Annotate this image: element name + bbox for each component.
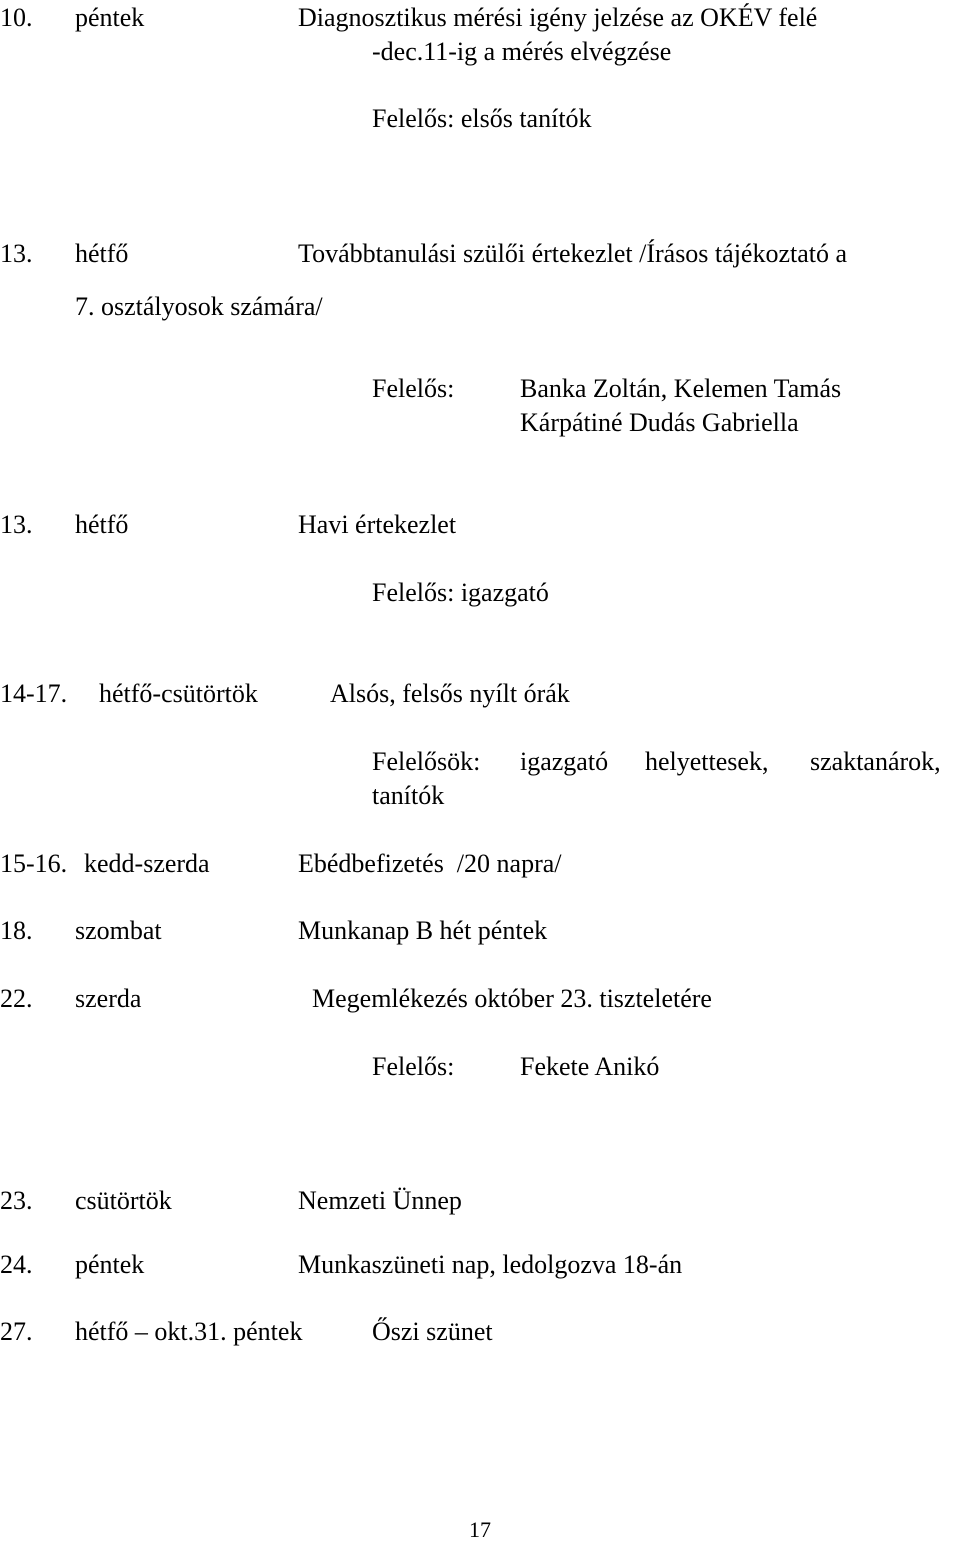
entry-day: 14-17.	[0, 679, 68, 708]
entry-day: 18.	[0, 916, 33, 945]
entry-event: Diagnosztikus mérési igény jelzése az OKÉV felé	[298, 3, 818, 32]
entry-event: Ebédbefizetés /20 napra/	[298, 849, 562, 878]
entry-event: Munkaszüneti nap, ledolgozva 18-án	[298, 1250, 683, 1279]
entry-day: 13.	[0, 239, 33, 268]
entry-day: 24.	[0, 1250, 33, 1279]
entry-day: 10.	[0, 3, 33, 32]
entry-day: 13.	[0, 510, 33, 539]
entry-weekday: péntek	[75, 3, 145, 32]
entry-responsible-name: Banka Zoltán, Kelemen Tamás	[520, 374, 842, 403]
entry-event: Havi értekezlet	[298, 510, 457, 539]
entry-event-continuation: 7. osztályosok számára/	[75, 292, 323, 321]
entry-responsible-name: Kárpátiné Dudás Gabriella	[520, 408, 799, 437]
entry-event: Őszi szünet	[372, 1317, 493, 1346]
entry-weekday: szerda	[75, 984, 142, 1013]
entry-event: Alsós, felsős nyílt órák	[330, 679, 570, 708]
entry-event-continuation: -dec.11-ig a mérés elvégzése	[372, 37, 672, 66]
entry-weekday: hétfő	[75, 510, 129, 539]
entry-event: Megemlékezés október 23. tiszteletére	[312, 984, 712, 1013]
entry-day: 22.	[0, 984, 33, 1013]
entry-responsible-word: igazgató	[520, 747, 609, 776]
entry-weekday: hétfő – okt.31. péntek	[75, 1317, 303, 1346]
entry-responsible-label: Felelős:	[372, 374, 455, 403]
entry-weekday: csütörtök	[75, 1186, 172, 1215]
page-number: 17	[469, 1517, 491, 1542]
entry-responsible-name: Fekete Anikó	[520, 1052, 660, 1081]
entry-responsible-word: helyettesek,	[645, 747, 769, 776]
entry-weekday: hétfő	[75, 239, 129, 268]
entry-responsible-label: Felelősök:	[372, 747, 481, 776]
entry-weekday: hétfő-csütörtök	[99, 679, 258, 708]
entry-responsible: Felelős: elsős tanítók	[372, 104, 592, 133]
entry-responsible-name: tanítók	[372, 781, 445, 810]
entry-responsible-word: szaktanárok,	[810, 747, 941, 776]
entry-day: 15-16.	[0, 849, 68, 878]
entry-weekday: szombat	[75, 916, 162, 945]
entry-responsible-label: Felelős:	[372, 1052, 455, 1081]
entry-event: Nemzeti Ünnep	[298, 1186, 462, 1215]
entry-day: 27.	[0, 1317, 33, 1346]
entry-event: Továbbtanulási szülői értekezlet /Írásos tájékoztató a	[298, 239, 848, 268]
entry-responsible: Felelős: igazgató	[372, 578, 549, 607]
entry-weekday: péntek	[75, 1250, 145, 1279]
entry-weekday: kedd-szerda	[84, 849, 210, 878]
entry-event: Munkanap B hét péntek	[298, 916, 548, 945]
entry-day: 23.	[0, 1186, 33, 1215]
